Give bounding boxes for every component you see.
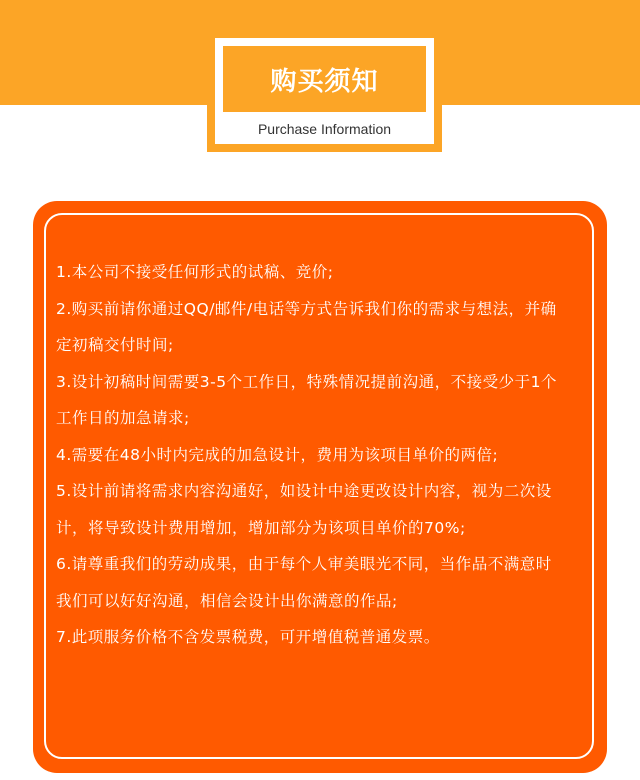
term-item: 4.需要在48小时内完成的加急设计，费用为该项目单价的两倍; (56, 445, 499, 464)
term-item: 7.此项服务价格不含发票税费，可开增值税普通发票。 (56, 628, 440, 646)
term-item: 5.设计前请将需求内容沟通好，如设计中途更改设计内容，视为二次设计，将导致设计费用增加，增加部分为该项目单价的70%; (56, 482, 552, 537)
term-item: 1.本公司不接受任何形式的试稿、竞价; (56, 263, 334, 281)
title-card-inner (215, 38, 434, 144)
term-item: 3.设计初稿时间需要3-5个工作日，特殊情况提前沟通，不接受少于1个工作日的加急请求; (56, 372, 557, 427)
notice-panel (33, 201, 607, 773)
page-subtitle: Purchase Information (257, 121, 392, 137)
terms-list (56, 254, 566, 656)
term-item: 6.请尊重我们的劳动成果，由于每个人审美眼光不同，当作品不满意时我们可以好好沟通，相信会设计出你满意的作品; (56, 555, 552, 610)
page-title: 购买须知 (223, 46, 426, 112)
title-card (207, 30, 442, 152)
term-item: 2.购买前请你通过QQ/邮件/电话等方式告诉我们你的需求与想法，并确定初稿交付时间; (56, 299, 557, 354)
